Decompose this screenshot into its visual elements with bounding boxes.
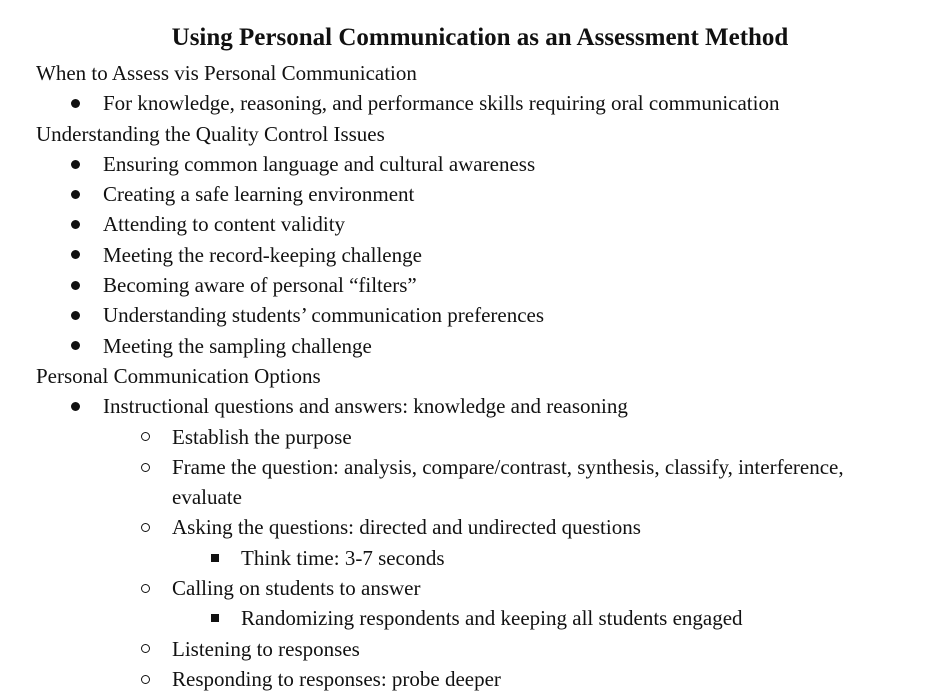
sub-list-item [36,634,916,664]
list-item [36,331,916,361]
sub-list-item [36,452,916,513]
list-item-text: Meeting the record-keeping challenge [103,242,422,267]
list-item-text: Becoming aware of personal “filters” [103,273,417,298]
document-body [36,58,916,694]
sub-list-item-text: Frame the question: analysis, compare/contrast, synthesis, classify, interference, evaluate [172,454,844,510]
sub-list-item-text: Asking the questions: directed and undirected questions [172,515,641,540]
list-item-text: Ensuring common language and cultural awareness [103,151,536,176]
list-item [36,179,916,209]
disc-bullet-icon [68,300,82,330]
disc-bullet-icon [68,149,82,179]
sub-list-item-text: Calling on students to answer [172,576,421,601]
list-item [36,300,916,330]
sub-list-item-text: Listening to responses [172,636,360,661]
list-item-text: Creating a safe learning environment [103,182,415,207]
list-item [36,391,916,694]
sub-list-item [36,422,916,452]
sub-sub-list-item [36,603,916,633]
sub-list-item [36,573,916,634]
section-heading-communication-options: Personal Communication Options [36,363,321,388]
list-item [36,270,916,300]
circle-bullet-icon [138,573,152,603]
sub-list-item-text: Establish the purpose [172,424,352,449]
sub-sub-list-item [36,543,916,573]
sub-list-item [36,512,916,573]
bullet-list [36,149,916,361]
list-item-text: Meeting the sampling challenge [103,333,372,358]
list-item-text: For knowledge, reasoning, and performance skills requiring oral communication [103,91,780,116]
disc-bullet-icon [68,88,82,118]
square-bullet-icon [208,543,222,573]
disc-bullet-icon [68,391,82,421]
circle-bullet-icon [138,664,152,694]
section-heading-quality-control: Understanding the Quality Control Issues [36,121,385,146]
circle-bullet-icon [138,422,152,452]
sub-sub-bullet-list [36,603,916,633]
disc-bullet-icon [68,270,82,300]
circle-bullet-icon [138,634,152,664]
circle-bullet-icon [138,452,152,482]
disc-bullet-icon [68,331,82,361]
list-item [36,209,916,239]
list-item [36,240,916,270]
list-item-text: Attending to content validity [103,212,346,237]
list-item-text: Instructional questions and answers: knowledge and reasoning [103,394,628,419]
disc-bullet-icon [68,209,82,239]
list-item [36,149,916,179]
circle-bullet-icon [138,512,152,542]
sub-sub-list-item-text: Think time: 3-7 seconds [241,545,445,570]
sub-bullet-list [36,422,916,694]
list-item-text: Understanding students’ communication preferences [103,303,545,328]
section-heading-when-to-assess: When to Assess vis Personal Communication [36,61,417,85]
bullet-list [36,391,916,694]
sub-sub-bullet-list [36,543,916,573]
square-bullet-icon [208,603,222,633]
bullet-list [36,88,916,118]
sub-list-item-text: Responding to responses: probe deeper [172,666,501,691]
document-title: Using Personal Communication as an Assessment Method [171,24,789,51]
disc-bullet-icon [68,179,82,209]
sub-sub-list-item-text: Randomizing respondents and keeping all students engaged [241,606,743,631]
list-item [36,88,916,118]
disc-bullet-icon [68,240,82,270]
sub-list-item [36,664,916,694]
